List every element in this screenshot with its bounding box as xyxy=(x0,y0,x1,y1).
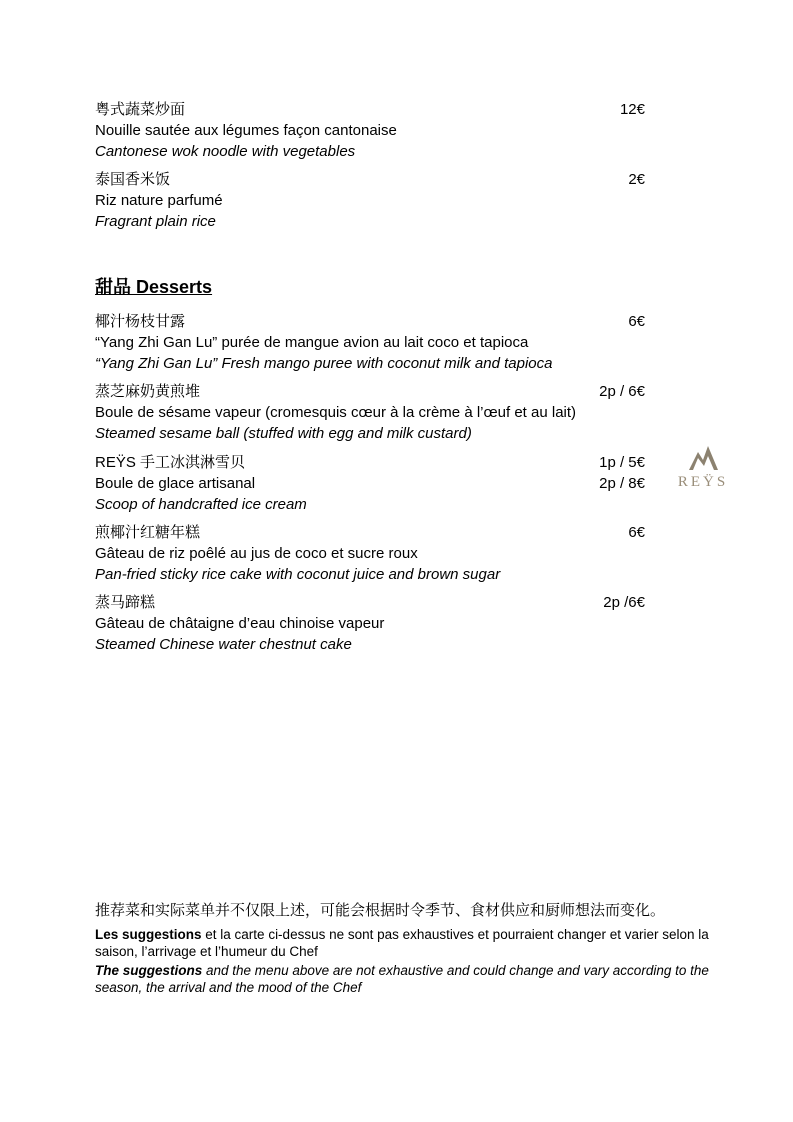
menu-item-ice-cream xyxy=(95,452,647,515)
menu-item-water-chestnut-cake xyxy=(95,592,647,655)
item-name-zh: 煎椰汁红糖年糕 xyxy=(95,524,201,541)
item-price: 2p / 6€ xyxy=(599,383,645,400)
item-name-zh: 泰国香米饭 xyxy=(95,171,171,188)
item-name-zh: REŸS 手工冰淇淋雪贝 xyxy=(95,454,246,471)
item-price-2: 2p / 8€ xyxy=(599,475,645,492)
footer-en-text: and the menu above are not exhaustive and could change and vary according to the season, the arrival and the mood of the Chef xyxy=(95,963,709,995)
item-name-zh: 蒸马蹄糕 xyxy=(95,594,156,611)
footer-note-zh: 推荐菜和实际菜单并不仅限上述，可能会根据时令季节、食材供应和厨师想法而变化。 xyxy=(95,902,666,919)
menu-item-fragrant-rice xyxy=(95,169,647,232)
item-name-en: Pan-fried sticky rice cake with coconut juice and brown sugar xyxy=(95,566,501,583)
menu-item-sticky-rice-cake xyxy=(95,522,647,585)
item-name-fr: Nouille sautée aux légumes façon cantonaise xyxy=(95,122,397,139)
item-name-fr: Riz nature parfumé xyxy=(95,192,223,209)
mountain-logo-icon xyxy=(672,444,734,472)
item-name-fr: Gâteau de riz poêlé au jus de coco et sucre roux xyxy=(95,545,418,562)
menu-item-yang-zhi-gan-lu xyxy=(95,311,647,374)
footer-note-en xyxy=(95,962,720,996)
item-price: 1p / 5€ xyxy=(599,454,645,471)
item-name-en: Scoop of handcrafted ice cream xyxy=(95,496,307,513)
item-name-fr: Boule de sésame vapeur (cromesquis cœur à la crème à l’œuf et au lait) xyxy=(95,404,577,421)
item-name-en: “Yang Zhi Gan Lu” Fresh mango puree with coconut milk and tapioca xyxy=(95,355,553,372)
desserts-section-title: 甜品 Desserts xyxy=(95,277,213,297)
item-name-zh: 粤式蔬菜炒面 xyxy=(95,101,186,118)
item-price: 2€ xyxy=(628,171,645,188)
footer-fr-bold: Les suggestions xyxy=(95,927,202,942)
menu-item-sesame-ball xyxy=(95,381,647,444)
footer-fr-text: et la carte ci-dessus ne sont pas exhaustives et pourraient changer et varier selon la saison, l’arrivage et l’humeur du Chef xyxy=(95,927,709,959)
item-name-fr: Gâteau de châtaigne d’eau chinoise vapeur xyxy=(95,615,385,632)
reys-logo xyxy=(672,444,734,504)
item-name-en: Cantonese wok noodle with vegetables xyxy=(95,143,356,160)
item-name-fr: “Yang Zhi Gan Lu” purée de mangue avion au lait coco et tapioca xyxy=(95,334,529,351)
item-name-en: Steamed sesame ball (stuffed with egg and milk custard) xyxy=(95,425,472,442)
item-name-en: Steamed Chinese water chestnut cake xyxy=(95,636,352,653)
footer-en-bold: The suggestions xyxy=(95,963,203,978)
item-price: 6€ xyxy=(628,524,645,541)
item-price: 2p /6€ xyxy=(603,594,645,611)
item-name-en: Fragrant plain rice xyxy=(95,213,216,230)
footer-note-fr xyxy=(95,926,720,960)
logo-wordmark: REŸS xyxy=(677,474,729,490)
item-name-zh: 椰汁杨枝甘露 xyxy=(95,313,186,330)
item-name-zh: 蒸芝麻奶黄煎堆 xyxy=(95,383,201,400)
item-price: 6€ xyxy=(628,313,645,330)
menu-item-cantonese-noodle xyxy=(95,99,647,162)
item-name-fr: Boule de glace artisanal xyxy=(95,475,256,492)
item-price: 12€ xyxy=(619,101,645,118)
